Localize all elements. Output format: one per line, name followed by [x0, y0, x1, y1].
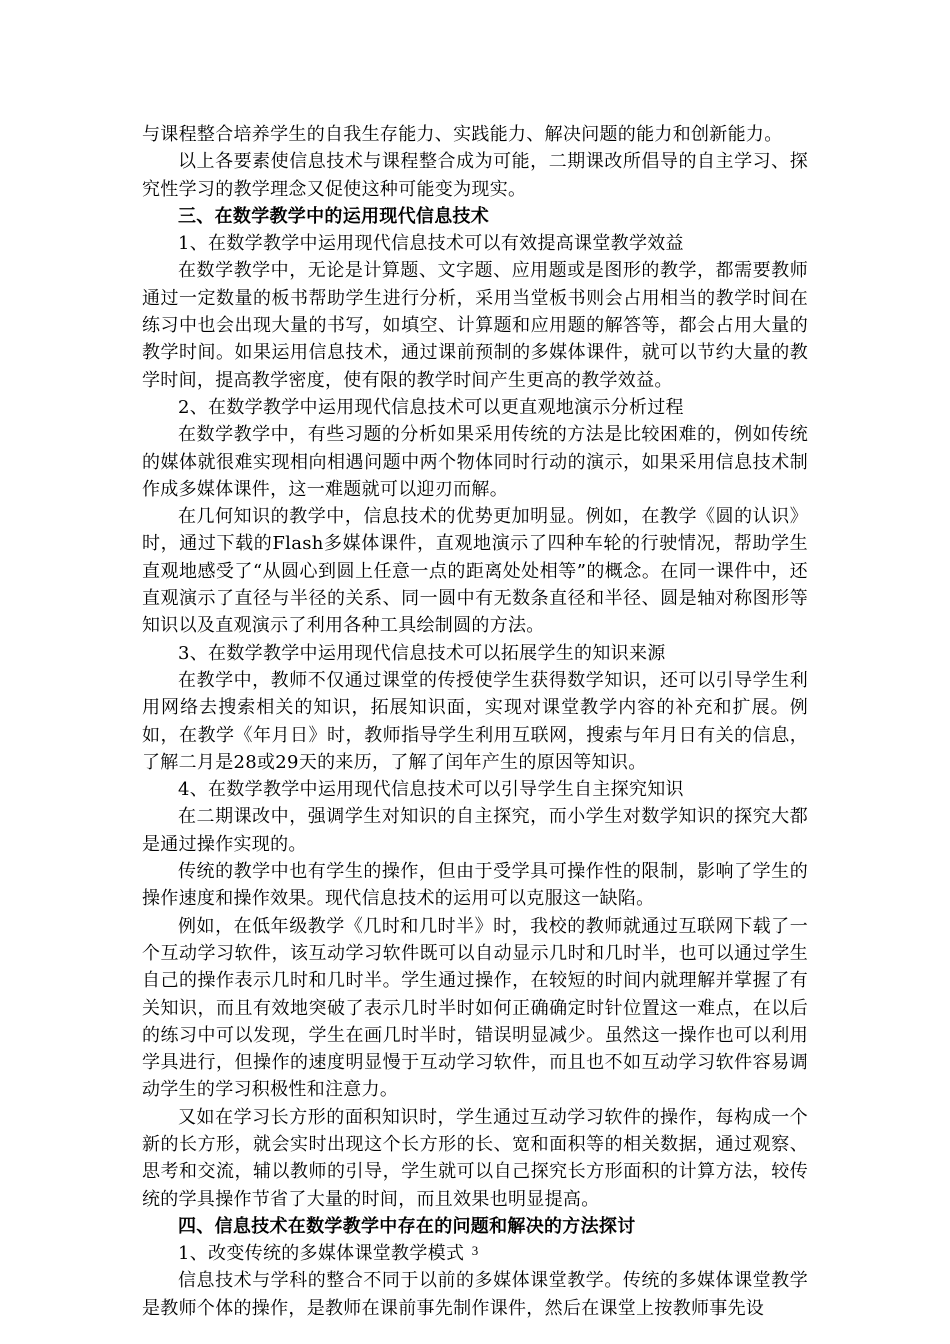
- paragraph: 在二期课改中，强调学生对知识的自主探究，而小学生对数学知识的探究大都是通过操作实现的。: [142, 806, 808, 855]
- subheading-3-3: 3、在数学教学中运用现代信息技术可以拓展学生的知识来源: [178, 642, 666, 664]
- paragraph: 又如在学习长方形的面积知识时，学生通过互动学习软件的操作，每构成一个新的长方形，就会实时出现这个长方形的长、宽和面积等的相关数据，通过观察、思考和交流，辅以教师的引导，学生就可以自己探究长方形面积的计算方法，较传统的学具操作节省了大量的时间，而且效果也明显提高。: [142, 1106, 808, 1210]
- subheading-4-1: 1、改变传统的多媒体课堂教学模式: [178, 1243, 465, 1265]
- paragraph: 传统的教学中也有学生的操作，但由于受学具可操作性的限制，影响了学生的操作速度和操作效果。现代信息技术的运用可以克服这一缺陷。: [142, 861, 808, 910]
- page-number: 3: [471, 1243, 479, 1258]
- paragraph: 在数学教学中，有些习题的分析如果采用传统的方法是比较困难的，例如传统的媒体就很难实现相向相遇问题中两个物体同时行动的演示，如果采用信息技术制作成多媒体课件，这一难题就可以迎刃而解。: [142, 424, 808, 500]
- section-heading-3: 三、在数学教学中的运用现代信息技术: [178, 205, 490, 227]
- paragraph: 在数学教学中，无论是计算题、文字题、应用题或是图形的教学，都需要教师通过一定数量的板书帮助学生进行分析，采用当堂板书则会占用相当的教学时间在练习中也会出现大量的书写，如填空、计算题和应用题的解答等，都会占用大量的教学时间。如果运用信息技术，通过课前预制的多媒体课件，就可以节约大量的教学时间，提高教学密度，使有限的教学时间产生更高的教学效益。: [142, 260, 808, 391]
- paragraph: 例如，在低年级教学《几时和几时半》时，我校的教师就通过互联网下载了一个互动学习软件，该互动学习软件既可以自动显示几时和几时半，也可以通过学生自己的操作表示几时和几时半。学生通过操作，在较短的时间内就理解并掌握了有关知识，而且有效地突破了表示几时半时如何正确确定时针位置这一难点，在以后的练习中可以发现，学生在画几时半时，错误明显减少。虽然这一操作也可以利用学具进行，但操作的速度明显慢于互动学习软件，而且也不如互动学习软件容易调动学生的学习积极性和注意力。: [142, 915, 808, 1101]
- paragraph: 在几何知识的教学中，信息技术的优势更加明显。例如，在教学《圆的认识》时，通过下载的Flash多媒体课件，直观地演示了四种车轮的行驶情况，帮助学生直观地感受了“从圆心到圆上任意一点的距离处处相等”的概念。在同一课件中，还直观演示了直径与半径的关系、同一圆中有无数条直径和半径、圆是轴对称图形等知识以及直观演示了利用各种工具绘制圆的方法。: [142, 506, 808, 637]
- subheading-3-2: 2、在数学教学中运用现代信息技术可以更直观地演示分析过程: [178, 396, 684, 418]
- paragraph-continuation: 与课程整合培养学生的自我生存能力、实践能力、解决问题的能力和创新能力。: [142, 124, 783, 145]
- document-body: [142, 121, 808, 1322]
- paragraph: 在教学中，教师不仅通过课堂的传授使学生获得数学知识，还可以引导学生利用网络去搜索相关的知识，拓展知识面，实现对课堂教学内容的补充和扩展。例如，在教学《年月日》时，教师指导学生利用互联网，搜索与年月日有关的信息，了解二月是28或29天的来历，了解了闰年产生的原因等知识。: [142, 669, 808, 773]
- subheading-3-4: 4、在数学教学中运用现代信息技术可以引导学生自主探究知识: [178, 779, 684, 801]
- paragraph: 信息技术与学科的整合不同于以前的多媒体课堂教学。传统的多媒体课堂教学是教师个体的操作，是教师在课前事先制作课件，然后在课堂上按教师事先设: [142, 1270, 808, 1319]
- paragraph: 以上各要素使信息技术与课程整合成为可能，二期课改所倡导的自主学习、探究性学习的教学理念又促使这种可能变为现实。: [142, 151, 808, 200]
- subheading-3-1: 1、在数学教学中运用现代信息技术可以有效提高课堂教学效益: [178, 233, 684, 255]
- section-heading-4: 四、信息技术在数学教学中存在的问题和解决的方法探讨: [178, 1215, 636, 1237]
